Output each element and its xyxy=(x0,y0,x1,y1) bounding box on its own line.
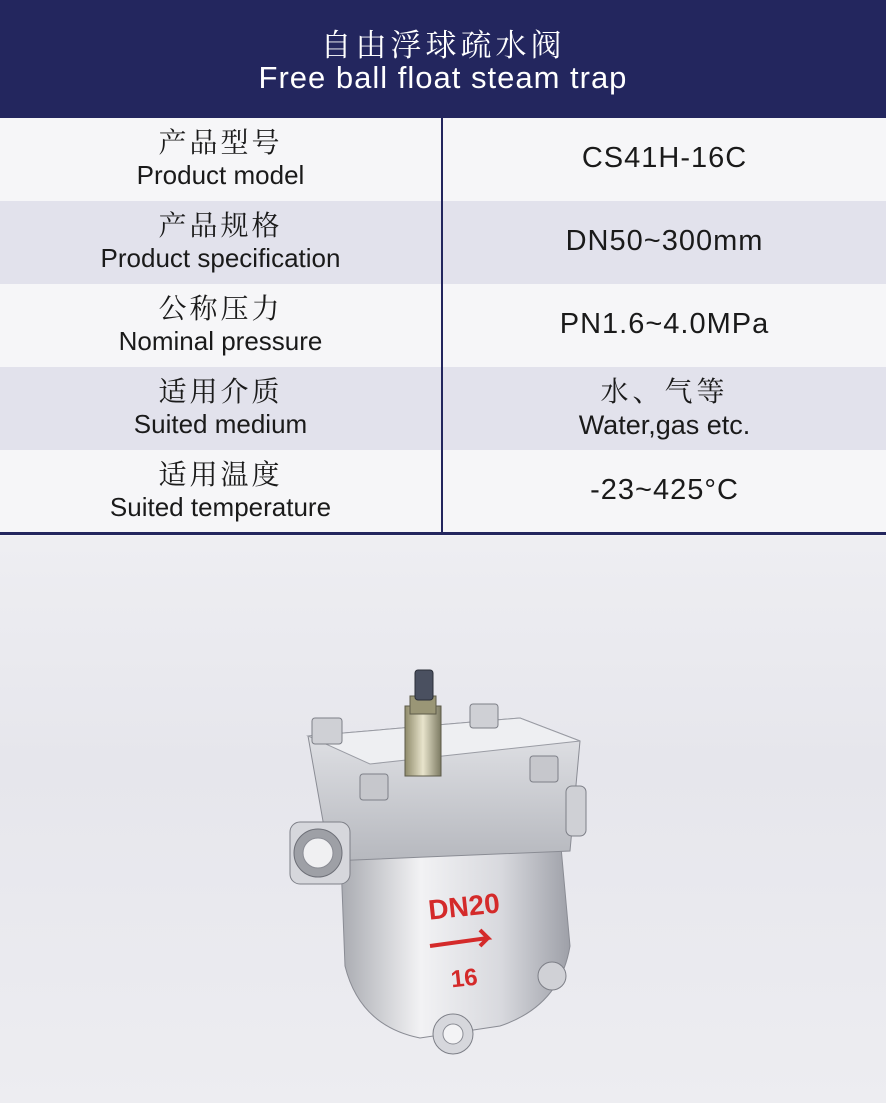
spec-label-en: Suited temperature xyxy=(109,492,332,522)
title-banner xyxy=(0,0,886,118)
spec-row-model xyxy=(0,118,886,201)
spec-label-cell xyxy=(0,209,441,273)
spec-label-cell xyxy=(0,458,441,522)
spec-value: PN1.6~4.0MPa xyxy=(559,308,770,340)
spec-value-zh: 水、气等 xyxy=(600,375,729,408)
spec-value: -23~425°C xyxy=(590,474,739,506)
spec-value: CS41H-16C xyxy=(581,142,748,174)
product-photo-area xyxy=(0,536,886,1103)
spec-label-zh: 产品规格 xyxy=(158,209,283,242)
spec-value-cell xyxy=(443,375,886,441)
spec-label-en: Product specification xyxy=(100,243,341,273)
spec-row-temperature xyxy=(0,450,886,532)
spec-value-en: Water,gas etc. xyxy=(578,410,751,440)
spec-label-en: Nominal pressure xyxy=(118,326,323,356)
spec-row-specification xyxy=(0,201,886,284)
spec-label-en: Suited medium xyxy=(133,409,308,439)
spec-label-en: Product model xyxy=(136,160,305,190)
spec-label-cell xyxy=(0,126,441,190)
spec-value: DN50~300mm xyxy=(565,225,764,257)
spec-label-cell xyxy=(0,292,441,356)
pressure-marking: 16 xyxy=(449,963,479,994)
spec-label-zh: 产品型号 xyxy=(158,126,283,159)
spec-row-pressure xyxy=(0,284,886,367)
spec-row-medium xyxy=(0,367,886,450)
spec-table xyxy=(0,118,886,535)
column-divider xyxy=(441,118,443,532)
size-marking: DN20 xyxy=(426,887,502,926)
spec-label-zh: 公称压力 xyxy=(158,292,283,325)
spec-label-cell xyxy=(0,375,441,439)
steam-trap-image xyxy=(270,646,610,1076)
title-chinese: 自由浮球疏水阀 xyxy=(320,28,566,64)
spec-label-zh: 适用介质 xyxy=(158,375,283,408)
title-english: Free ball float steam trap xyxy=(258,60,628,95)
spec-label-zh: 适用温度 xyxy=(158,458,283,491)
